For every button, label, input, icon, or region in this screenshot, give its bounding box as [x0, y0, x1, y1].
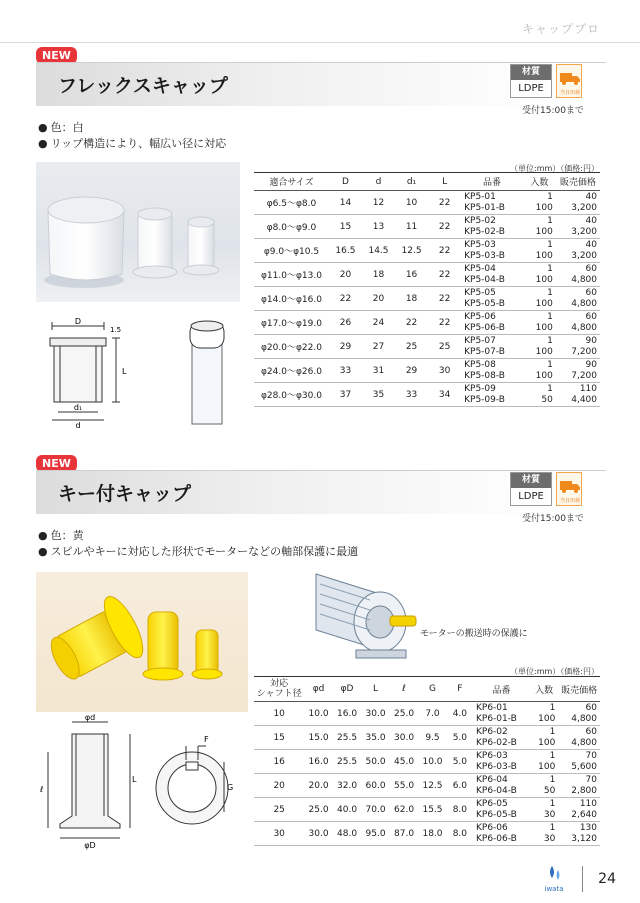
price-cell: 70	[585, 750, 597, 761]
size-cell: φ11.0〜φ13.0	[254, 263, 329, 287]
l-cell: 55.0	[390, 774, 418, 798]
price-cell: 70	[585, 774, 597, 785]
iwata-logo	[536, 862, 572, 894]
price-cell: 60	[585, 311, 597, 322]
F-cell: 4.0	[447, 702, 473, 726]
price-cell: 90	[585, 359, 597, 370]
L-cell: 22	[428, 311, 461, 335]
quantity-cell: 100	[523, 299, 556, 311]
material-box	[510, 472, 552, 506]
d1-cell: 33	[395, 383, 428, 407]
D-cell: 20	[329, 263, 362, 287]
col-header-D: D	[329, 173, 362, 191]
price-cell: 110	[579, 383, 597, 394]
price-cell: 110	[579, 798, 597, 809]
L-cell: 22	[428, 287, 461, 311]
quantity-cell: 100	[523, 203, 556, 215]
product-code-cell: KP6-04	[476, 774, 508, 785]
product-code-cell: KP5-08-B	[461, 371, 523, 383]
price-cell: 7,200	[556, 371, 600, 383]
price-cell: 4,800	[556, 275, 600, 287]
product-code-cell: KP5-02	[464, 215, 496, 226]
price-cell: 3,200	[556, 227, 600, 239]
spec-table-flex-cap	[254, 172, 600, 407]
product-code-cell: KP5-01-B	[461, 203, 523, 215]
quantity-cell: 100	[523, 323, 556, 335]
size-cell: φ20.0〜φ22.0	[254, 335, 329, 359]
product-code-cell: KP6-03-B	[473, 762, 530, 774]
quantity-cell: 1	[549, 750, 556, 761]
shaft-cell: 15	[254, 726, 304, 750]
col-header-size: 適合サイズ	[254, 173, 329, 191]
product-code-cell: KP5-07	[464, 335, 496, 346]
phi-d-cell: 16.0	[304, 750, 332, 774]
table-row	[254, 191, 600, 203]
quantity-cell: 1	[547, 191, 553, 202]
price-cell: 4,800	[556, 323, 600, 335]
F-cell: 6.0	[447, 774, 473, 798]
phi-d-cell: 15.0	[304, 726, 332, 750]
material-label: 材質	[511, 65, 551, 80]
dim-label-D: D	[74, 317, 82, 326]
shaft-cell: 30	[254, 822, 304, 846]
feature-list	[38, 528, 358, 560]
d-cell: 24	[362, 311, 395, 335]
d1-cell: 29	[395, 359, 428, 383]
product-photo-key-cap	[36, 572, 248, 712]
product-code-cell: KP5-06	[464, 311, 496, 322]
dim-label-d1: d₁	[73, 403, 83, 412]
shaft-cell: 16	[254, 750, 304, 774]
product-code-cell: KP6-06-B	[473, 834, 530, 846]
phi-D-cell: 40.0	[333, 798, 361, 822]
l-cell: 45.0	[390, 750, 418, 774]
product-code-cell: KP5-04	[464, 263, 496, 274]
D-cell: 22	[329, 287, 362, 311]
quantity-cell: 100	[530, 714, 558, 726]
F-cell: 5.0	[447, 750, 473, 774]
phi-D-cell: 48.0	[333, 822, 361, 846]
price-cell: 7,200	[556, 347, 600, 359]
price-cell: 40	[585, 215, 597, 226]
quantity-cell: 30	[530, 834, 558, 846]
L-cell: 60.0	[361, 774, 389, 798]
price-cell: 4,800	[556, 299, 600, 311]
d-cell: 31	[362, 359, 395, 383]
dim-label-lip: 1.5	[110, 326, 122, 334]
quantity-cell: 50	[530, 786, 558, 798]
shaft-cell: 20	[254, 774, 304, 798]
col-header-qty: 入数	[530, 677, 558, 702]
price-cell: 60	[585, 287, 597, 298]
product-code-cell: KP5-01	[464, 191, 496, 202]
price-cell: 5,600	[558, 762, 600, 774]
phi-D-cell: 25.5	[333, 750, 361, 774]
feature-list	[38, 120, 226, 152]
phi-d-cell: 20.0	[304, 774, 332, 798]
material-value: LDPE	[518, 83, 544, 94]
l-cell: 25.0	[390, 702, 418, 726]
L-cell: 22	[428, 263, 461, 287]
table-row	[254, 750, 600, 762]
G-cell: 7.0	[418, 702, 446, 726]
d-cell: 14.5	[362, 239, 395, 263]
product-code-cell: KP5-04-B	[461, 275, 523, 287]
D-cell: 37	[329, 383, 362, 407]
quantity-cell: 100	[530, 738, 558, 750]
quantity-cell: 100	[523, 227, 556, 239]
quantity-cell: 1	[547, 311, 553, 322]
F-cell: 8.0	[447, 822, 473, 846]
same-day-shipping-badge	[556, 64, 582, 98]
product-code-cell: KP6-02-B	[473, 738, 530, 750]
dim-label-F: F	[204, 735, 209, 744]
dim-label-L: L	[122, 367, 127, 376]
price-cell: 60	[585, 726, 597, 737]
D-cell: 14	[329, 191, 362, 215]
product-code-cell: KP5-05-B	[461, 299, 523, 311]
l-cell: 62.0	[390, 798, 418, 822]
dim-label-l: ℓ	[40, 785, 44, 794]
d-cell: 13	[362, 215, 395, 239]
product-code-cell: KP6-04-B	[473, 786, 530, 798]
G-cell: 9.5	[418, 726, 446, 750]
price-cell: 3,200	[556, 251, 600, 263]
product-code-cell: KP5-02-B	[461, 227, 523, 239]
d1-cell: 22	[395, 311, 428, 335]
shaft-cell: 25	[254, 798, 304, 822]
quantity-cell: 1	[547, 335, 553, 346]
col-header-shaft-line2: シャフト径	[256, 689, 302, 699]
shipping-label: 当日出荷	[559, 90, 581, 96]
size-cell: φ9.0〜φ10.5	[254, 239, 329, 263]
L-cell: 34	[428, 383, 461, 407]
product-code-cell: KP5-05	[464, 287, 496, 298]
quantity-cell: 1	[547, 215, 553, 226]
header-rule	[0, 42, 640, 43]
dimension-drawing-key-cap	[38, 712, 140, 852]
unit-note: （単位:mm）（価格:円）	[510, 164, 599, 173]
quantity-cell: 1	[549, 702, 556, 713]
col-header-G: G	[418, 677, 446, 702]
col-header-L: L	[361, 677, 389, 702]
quantity-cell: 1	[549, 774, 556, 785]
product-code-cell: KP6-01	[476, 702, 508, 713]
phi-D-cell: 32.0	[333, 774, 361, 798]
dim-label-phi-d: φd	[84, 713, 96, 722]
quantity-cell: 1	[547, 359, 553, 370]
motor-callout: モーターの搬送時の保護に	[420, 629, 528, 639]
col-header-qty: 入数	[523, 173, 556, 191]
L-cell: 70.0	[361, 798, 389, 822]
col-header-code: 品番	[461, 173, 523, 191]
motor-illustration	[310, 566, 450, 676]
page-number: 24	[598, 871, 616, 887]
product-photo-flex-cap	[36, 162, 240, 302]
product-code-cell: KP6-05-B	[473, 810, 530, 822]
brand-header: キャップブロ	[521, 22, 600, 36]
D-cell: 15	[329, 215, 362, 239]
phi-d-cell: 10.0	[304, 702, 332, 726]
table-row	[254, 239, 600, 251]
d-cell: 12	[362, 191, 395, 215]
product-code-cell: KP6-03	[476, 750, 508, 761]
L-cell: 30.0	[361, 702, 389, 726]
quantity-cell: 1	[547, 263, 553, 274]
col-header-shaft	[254, 677, 304, 702]
D-cell: 33	[329, 359, 362, 383]
d1-cell: 18	[395, 287, 428, 311]
L-cell: 35.0	[361, 726, 389, 750]
table-row	[254, 287, 600, 299]
product-code-cell: KP6-01-B	[473, 714, 530, 726]
table-row	[254, 774, 600, 786]
product-code-cell: KP6-02	[476, 726, 508, 737]
G-cell: 15.5	[418, 798, 446, 822]
phi-d-cell: 25.0	[304, 798, 332, 822]
product-code-cell: KP5-09-B	[461, 395, 523, 407]
size-cell: φ17.0〜φ19.0	[254, 311, 329, 335]
dim-label-d: d	[75, 421, 81, 428]
product-code-cell: KP5-03	[464, 239, 496, 250]
l-cell: 87.0	[390, 822, 418, 846]
quantity-cell: 50	[523, 395, 556, 407]
logo-text: iwata	[544, 885, 564, 893]
key-cap-end-view	[150, 732, 240, 828]
col-header-phi-D: φD	[333, 677, 361, 702]
feature-color: ● 色：白	[38, 120, 226, 136]
table-row	[254, 215, 600, 227]
feature-description: ● リップ構造により、幅広い径に対応	[38, 136, 226, 152]
quantity-cell: 1	[547, 383, 553, 394]
quantity-cell: 1	[549, 822, 556, 833]
phi-D-cell: 25.5	[333, 726, 361, 750]
D-cell: 26	[329, 311, 362, 335]
col-header-code: 品番	[473, 677, 530, 702]
price-cell: 4,800	[558, 738, 600, 750]
d-cell: 20	[362, 287, 395, 311]
table-row	[254, 311, 600, 323]
d-cell: 27	[362, 335, 395, 359]
quantity-cell: 1	[547, 239, 553, 250]
L-cell: 22	[428, 239, 461, 263]
material-value: LDPE	[518, 491, 544, 502]
unit-note: （単位:mm）（価格:円）	[510, 667, 599, 676]
col-header-F: F	[447, 677, 473, 702]
product-code-cell: KP6-05	[476, 798, 508, 809]
truck-icon	[557, 65, 583, 99]
section-title: キー付キャップ	[58, 483, 192, 505]
material-box	[510, 64, 552, 98]
price-cell: 60	[585, 702, 597, 713]
d1-cell: 25	[395, 335, 428, 359]
d-cell: 18	[362, 263, 395, 287]
d1-cell: 16	[395, 263, 428, 287]
shipping-label: 当日出荷	[559, 498, 581, 504]
size-cell: φ6.5〜φ8.0	[254, 191, 329, 215]
d1-cell: 12.5	[395, 239, 428, 263]
phi-d-cell: 30.0	[304, 822, 332, 846]
new-badge: NEW	[36, 455, 77, 472]
price-cell: 3,120	[558, 834, 600, 846]
G-cell: 12.5	[418, 774, 446, 798]
price-cell: 90	[585, 335, 597, 346]
D-cell: 16.5	[329, 239, 362, 263]
quantity-cell: 100	[523, 371, 556, 383]
product-code-cell: KP5-08	[464, 359, 496, 370]
price-cell: 3,200	[556, 203, 600, 215]
product-code-cell: KP6-06	[476, 822, 508, 833]
phi-D-cell: 16.0	[333, 702, 361, 726]
L-cell: 30	[428, 359, 461, 383]
size-cell: φ24.0〜φ26.0	[254, 359, 329, 383]
feature-description: ● スピルやキーに対応した形状でモーターなどの軸部保護に最適	[38, 544, 358, 560]
l-cell: 30.0	[390, 726, 418, 750]
L-cell: 95.0	[361, 822, 389, 846]
product-code-cell: KP5-07-B	[461, 347, 523, 359]
order-cutoff-note: 受付15:00まで	[522, 106, 584, 116]
table-row	[254, 383, 600, 395]
price-cell: 4,400	[556, 395, 600, 407]
d1-cell: 10	[395, 191, 428, 215]
section-title: フレックスキャップ	[58, 75, 228, 97]
d-cell: 35	[362, 383, 395, 407]
L-cell: 25	[428, 335, 461, 359]
price-cell: 130	[579, 822, 597, 833]
new-badge: NEW	[36, 47, 77, 64]
table-row	[254, 359, 600, 371]
order-cutoff-note: 受付15:00まで	[522, 514, 584, 524]
size-cell: φ8.0〜φ9.0	[254, 215, 329, 239]
col-header-d1: d₁	[395, 173, 428, 191]
price-cell: 4,800	[558, 714, 600, 726]
L-cell: 22	[428, 191, 461, 215]
col-header-shaft-line1: 対応	[270, 679, 289, 689]
product-code-cell: KP5-03-B	[461, 251, 523, 263]
quantity-cell: 30	[530, 810, 558, 822]
col-header-d: d	[362, 173, 395, 191]
D-cell: 29	[329, 335, 362, 359]
quantity-cell: 100	[530, 762, 558, 774]
shaft-cell: 10	[254, 702, 304, 726]
size-cell: φ14.0〜φ16.0	[254, 287, 329, 311]
table-row	[254, 702, 600, 714]
col-header-price: 販売価格	[558, 677, 600, 702]
col-header-l: ℓ	[390, 677, 418, 702]
table-row	[254, 263, 600, 275]
size-cell: φ28.0〜φ30.0	[254, 383, 329, 407]
dimension-drawing-flex-cap	[38, 316, 188, 428]
price-cell: 40	[585, 239, 597, 250]
price-cell: 40	[585, 191, 597, 202]
table-row	[254, 726, 600, 738]
quantity-cell: 100	[523, 251, 556, 263]
price-cell: 2,640	[558, 810, 600, 822]
truck-icon	[557, 473, 583, 507]
table-row	[254, 822, 600, 834]
quantity-cell: 1	[549, 798, 556, 809]
quantity-cell: 100	[523, 347, 556, 359]
quantity-cell: 1	[547, 287, 553, 298]
L-cell: 50.0	[361, 750, 389, 774]
col-header-L: L	[428, 173, 461, 191]
page-separator	[582, 866, 583, 892]
quantity-cell: 1	[549, 726, 556, 737]
flex-cap-on-tube-illustration	[182, 318, 232, 428]
dim-label-G: G	[227, 783, 234, 792]
table-row	[254, 798, 600, 810]
price-cell: 2,800	[558, 786, 600, 798]
quantity-cell: 100	[523, 275, 556, 287]
spec-table-key-cap	[254, 676, 600, 846]
material-label: 材質	[511, 473, 551, 488]
G-cell: 18.0	[418, 822, 446, 846]
d1-cell: 11	[395, 215, 428, 239]
price-cell: 60	[585, 263, 597, 274]
table-row	[254, 335, 600, 347]
product-code-cell: KP5-09	[464, 383, 496, 394]
dim-label-L: L	[132, 775, 137, 784]
product-code-cell: KP5-06-B	[461, 323, 523, 335]
F-cell: 5.0	[447, 726, 473, 750]
col-header-price: 販売価格	[556, 173, 600, 191]
L-cell: 22	[428, 215, 461, 239]
same-day-shipping-badge	[556, 472, 582, 506]
col-header-phi-d: φd	[304, 677, 332, 702]
dim-label-phi-D: φD	[84, 841, 96, 850]
feature-color: ● 色：黄	[38, 528, 358, 544]
F-cell: 8.0	[447, 798, 473, 822]
G-cell: 10.0	[418, 750, 446, 774]
